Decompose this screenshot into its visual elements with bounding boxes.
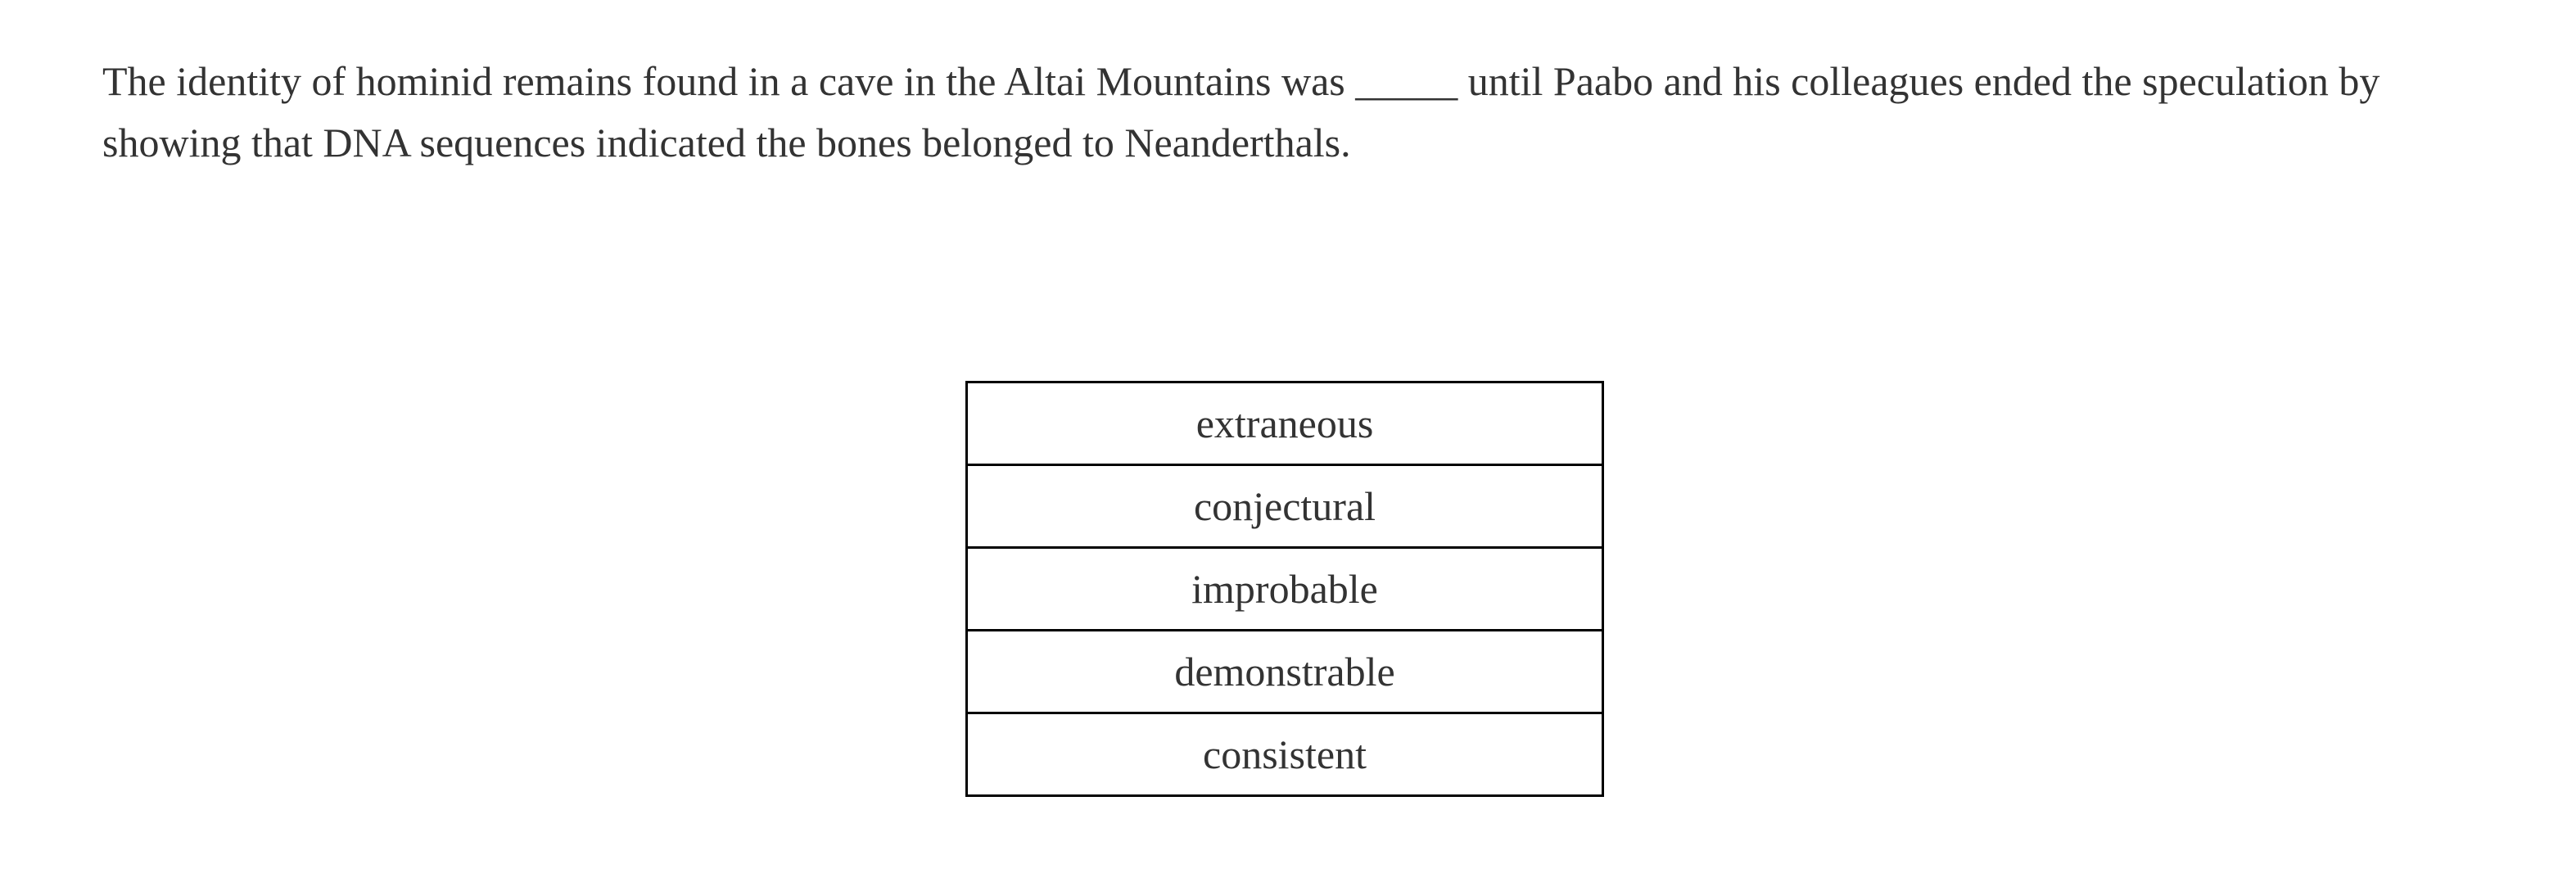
answer-choice-2[interactable]: conjectural: [967, 465, 1603, 548]
answer-choice-4[interactable]: demonstrable: [967, 631, 1603, 713]
question-text: The identity of hominid remains found in a cave in the Altai Mountains was _____ until Paabo and his colleagues ended the speculation by showing that DNA sequences indicated the bones belonged to Neanderthals.: [102, 58, 2380, 165]
answer-choices-table: [965, 381, 1604, 797]
answer-choice-1[interactable]: extraneous: [967, 382, 1603, 465]
answer-choice-5[interactable]: consistent: [967, 713, 1603, 796]
answer-choice-3[interactable]: improbable: [967, 548, 1603, 631]
